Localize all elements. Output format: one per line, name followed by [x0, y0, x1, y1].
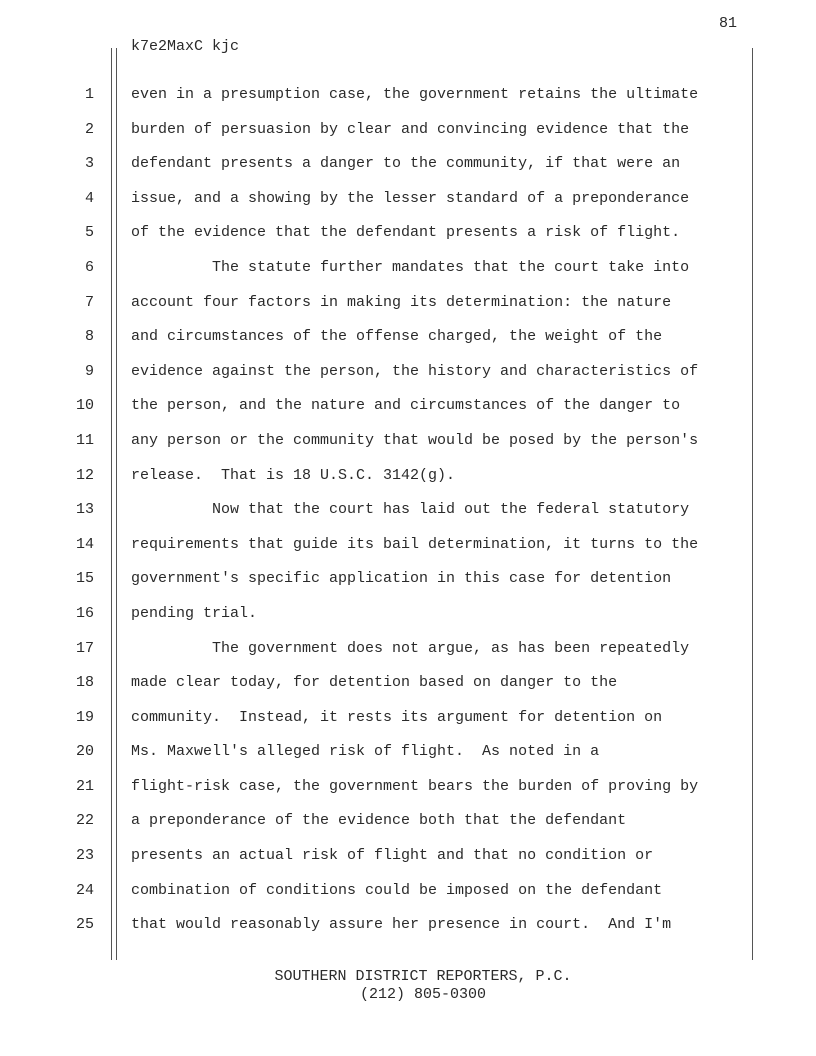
right-margin-rule — [752, 48, 753, 960]
line-number: 21 — [75, 777, 94, 795]
line-number: 22 — [75, 812, 94, 830]
transcript-line: community. Instead, it rests its argument for detention on — [131, 708, 663, 726]
transcript-line: evidence against the person, the history and characteristics of — [131, 362, 699, 380]
line-number: 2 — [84, 120, 94, 138]
line-number: 14 — [75, 535, 94, 553]
page-number: 81 — [719, 15, 738, 32]
transcript-line: The government does not argue, as has been repeatedly — [131, 639, 690, 657]
line-number: 12 — [75, 466, 94, 484]
transcript-line: combination of conditions could be imposed on the defendant — [131, 881, 663, 899]
transcript-line: Ms. Maxwell's alleged risk of flight. As noted in a — [131, 743, 600, 761]
transcript-line: flight-risk case, the government bears the burden of proving by — [131, 777, 699, 795]
transcript-line: and circumstances of the offense charged, the weight of the — [131, 328, 663, 346]
line-number: 23 — [75, 847, 94, 865]
transcript-line: The statute further mandates that the court take into — [131, 258, 690, 276]
transcript-line: government's specific application in this case for detention — [131, 570, 672, 588]
footer-phone: (212) 805-0300 — [359, 986, 487, 1003]
transcript-line: issue, and a showing by the lesser standard of a preponderance — [131, 189, 690, 207]
transcript-line: that would reasonably assure her presence in court. And I'm — [131, 916, 672, 934]
footer-reporter-name: SOUTHERN DISTRICT REPORTERS, P.C. — [274, 968, 572, 985]
transcript-line: the person, and the nature and circumstances of the danger to — [131, 397, 681, 415]
line-number: 1 — [84, 86, 94, 103]
line-number: 20 — [75, 743, 94, 761]
transcript-line: pending trial. — [131, 604, 258, 622]
transcript-line: Now that the court has laid out the federal statutory — [131, 501, 690, 519]
line-number: 7 — [84, 293, 94, 311]
line-number: 19 — [75, 708, 94, 726]
line-number: 25 — [75, 916, 94, 934]
line-number: 24 — [75, 881, 94, 899]
line-number: 9 — [84, 362, 94, 380]
line-number-column — [60, 78, 94, 943]
header-code: k7e2MaxC kjc — [131, 38, 240, 55]
line-number: 10 — [75, 397, 94, 415]
footer — [0, 968, 816, 1004]
line-number: 13 — [75, 501, 94, 519]
transcript-line: burden of persuasion by clear and convincing evidence that the — [131, 120, 690, 138]
transcript-line: account four factors in making its determination: the nature — [131, 293, 672, 311]
transcript-body — [131, 78, 751, 943]
transcript-line: release. That is 18 U.S.C. 3142(g). — [131, 466, 456, 484]
transcript-line: defendant presents a danger to the community, if that were an — [131, 155, 681, 173]
line-number: 15 — [75, 570, 94, 588]
left-margin-rule-inner — [116, 48, 117, 960]
transcript-line: any person or the community that would be posed by the person's — [131, 431, 699, 449]
line-number: 4 — [84, 189, 94, 207]
transcript-line: even in a presumption case, the government retains the ultimate — [131, 86, 699, 103]
transcript-line: a preponderance of the evidence both that the defendant — [131, 812, 627, 830]
line-number: 3 — [84, 155, 94, 173]
transcript-line: presents an actual risk of flight and that no condition or — [131, 847, 654, 865]
line-number: 18 — [75, 674, 94, 692]
line-number: 16 — [75, 604, 94, 622]
line-number: 17 — [75, 639, 94, 657]
transcript-line: made clear today, for detention based on danger to the — [131, 674, 618, 692]
transcript-line: of the evidence that the defendant presents a risk of flight. — [131, 224, 681, 242]
left-margin-rule-outer — [111, 48, 112, 960]
line-number: 8 — [84, 328, 94, 346]
line-number: 11 — [75, 431, 94, 449]
transcript-line: requirements that guide its bail determination, it turns to the — [131, 535, 699, 553]
line-number: 5 — [84, 224, 94, 242]
line-number: 6 — [84, 258, 94, 276]
